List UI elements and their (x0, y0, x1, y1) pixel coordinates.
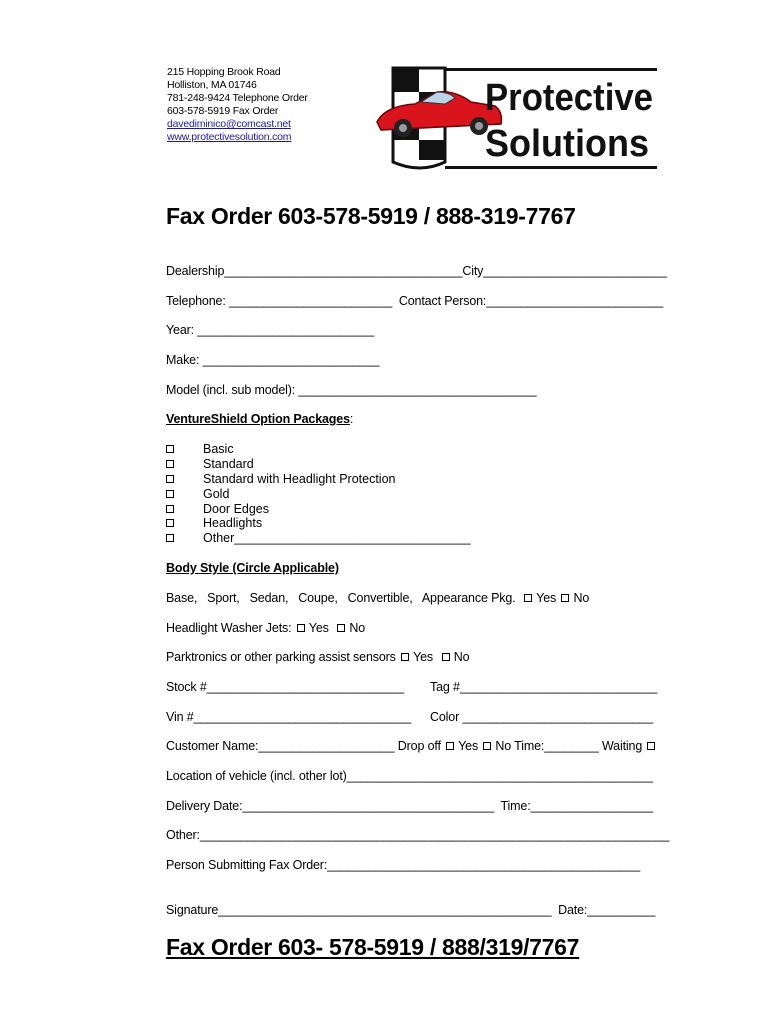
checkbox[interactable] (337, 624, 345, 632)
website-link[interactable]: www.protectivesolution.com (167, 131, 292, 143)
checkbox[interactable] (166, 445, 174, 453)
parktronics-row: Parktronics or other parking assist sensors Yes No (166, 650, 470, 664)
email-link[interactable]: davediminico@comcast.net (167, 118, 291, 130)
stock-field[interactable]: Stock #_____________________________ (166, 680, 404, 694)
address-street: 215 Hopping Brook Road (167, 66, 281, 78)
location-field[interactable]: Location of vehicle (incl. other lot)_____________________________________________ (166, 769, 653, 783)
checkbox[interactable] (561, 594, 569, 602)
make-field[interactable]: Make: __________________________ (166, 353, 380, 367)
company-logo (375, 62, 660, 174)
checkbox[interactable] (297, 624, 305, 632)
checkbox[interactable] (166, 534, 174, 542)
headlight-washer-row: Headlight Washer Jets: Yes No (166, 621, 366, 635)
checkbox[interactable] (483, 742, 491, 750)
logo-text-1: Protective (485, 77, 653, 119)
body-style-row: Base, Sport, Sedan, Coupe, Convertible, Appearance Pkg. Yes No (166, 591, 590, 605)
year-field[interactable]: Year: __________________________ (166, 323, 375, 337)
telephone-order: 781-248-9424 Telephone Order (167, 92, 308, 104)
checkbox[interactable] (446, 742, 454, 750)
address-block (167, 66, 308, 144)
signature-date-field[interactable]: Signature_________________________________________________ Date:__________ (166, 903, 656, 917)
body-style-options[interactable]: Base, Sport, Sedan, Coupe, Convertible, Appearance Pkg. (166, 591, 516, 605)
packages-heading: VentureShield Option Packages: (166, 412, 354, 426)
vin-field[interactable]: Vin #________________________________ (166, 710, 412, 724)
tag-field[interactable]: Tag #_____________________________ (430, 680, 658, 694)
checkbox[interactable] (166, 519, 174, 527)
checkbox[interactable] (166, 475, 174, 483)
address-city: Holliston, MA 01746 (167, 79, 257, 91)
customer-name-field[interactable]: Customer Name:____________________ (166, 739, 395, 753)
fax-order-title: Fax Order 603-578-5919 / 888-319-7767 (166, 203, 576, 229)
telephone-contact-field[interactable]: Telephone: ________________________ Contact Person:__________________________ (166, 294, 664, 308)
other-field[interactable]: Other:_____________________________________________________________________ (166, 828, 670, 842)
no-time-field[interactable]: No Time:________ (495, 739, 599, 753)
color-field[interactable]: Color ____________________________ (430, 710, 653, 724)
customer-row: Customer Name:____________________ Drop off Yes No Time:________ Waiting (166, 739, 659, 753)
checkbox[interactable] (166, 490, 174, 498)
body-style-heading: Body Style (Circle Applicable) (166, 561, 339, 575)
checkbox[interactable] (166, 460, 174, 468)
checkbox[interactable] (524, 594, 532, 602)
checkbox[interactable] (166, 505, 174, 513)
checkbox[interactable] (401, 653, 409, 661)
dealership-city-field[interactable]: Dealership___________________________________City___________________________ (166, 264, 667, 278)
checkbox[interactable] (647, 742, 655, 750)
fax-order-footer-title: Fax Order 603- 578-5919 / 888/319/7767 (166, 934, 580, 960)
logo-text-2: Solutions (485, 123, 649, 165)
model-field[interactable]: Model (incl. sub model): ___________________________________ (166, 383, 537, 397)
fax-order: 603-578-5919 Fax Order (167, 105, 279, 117)
delivery-time-field[interactable]: Delivery Date:_____________________________________ Time:__________________ (166, 799, 653, 813)
checkbox[interactable] (442, 653, 450, 661)
person-submitting-field[interactable]: Person Submitting Fax Order:______________________________________________ (166, 858, 641, 872)
